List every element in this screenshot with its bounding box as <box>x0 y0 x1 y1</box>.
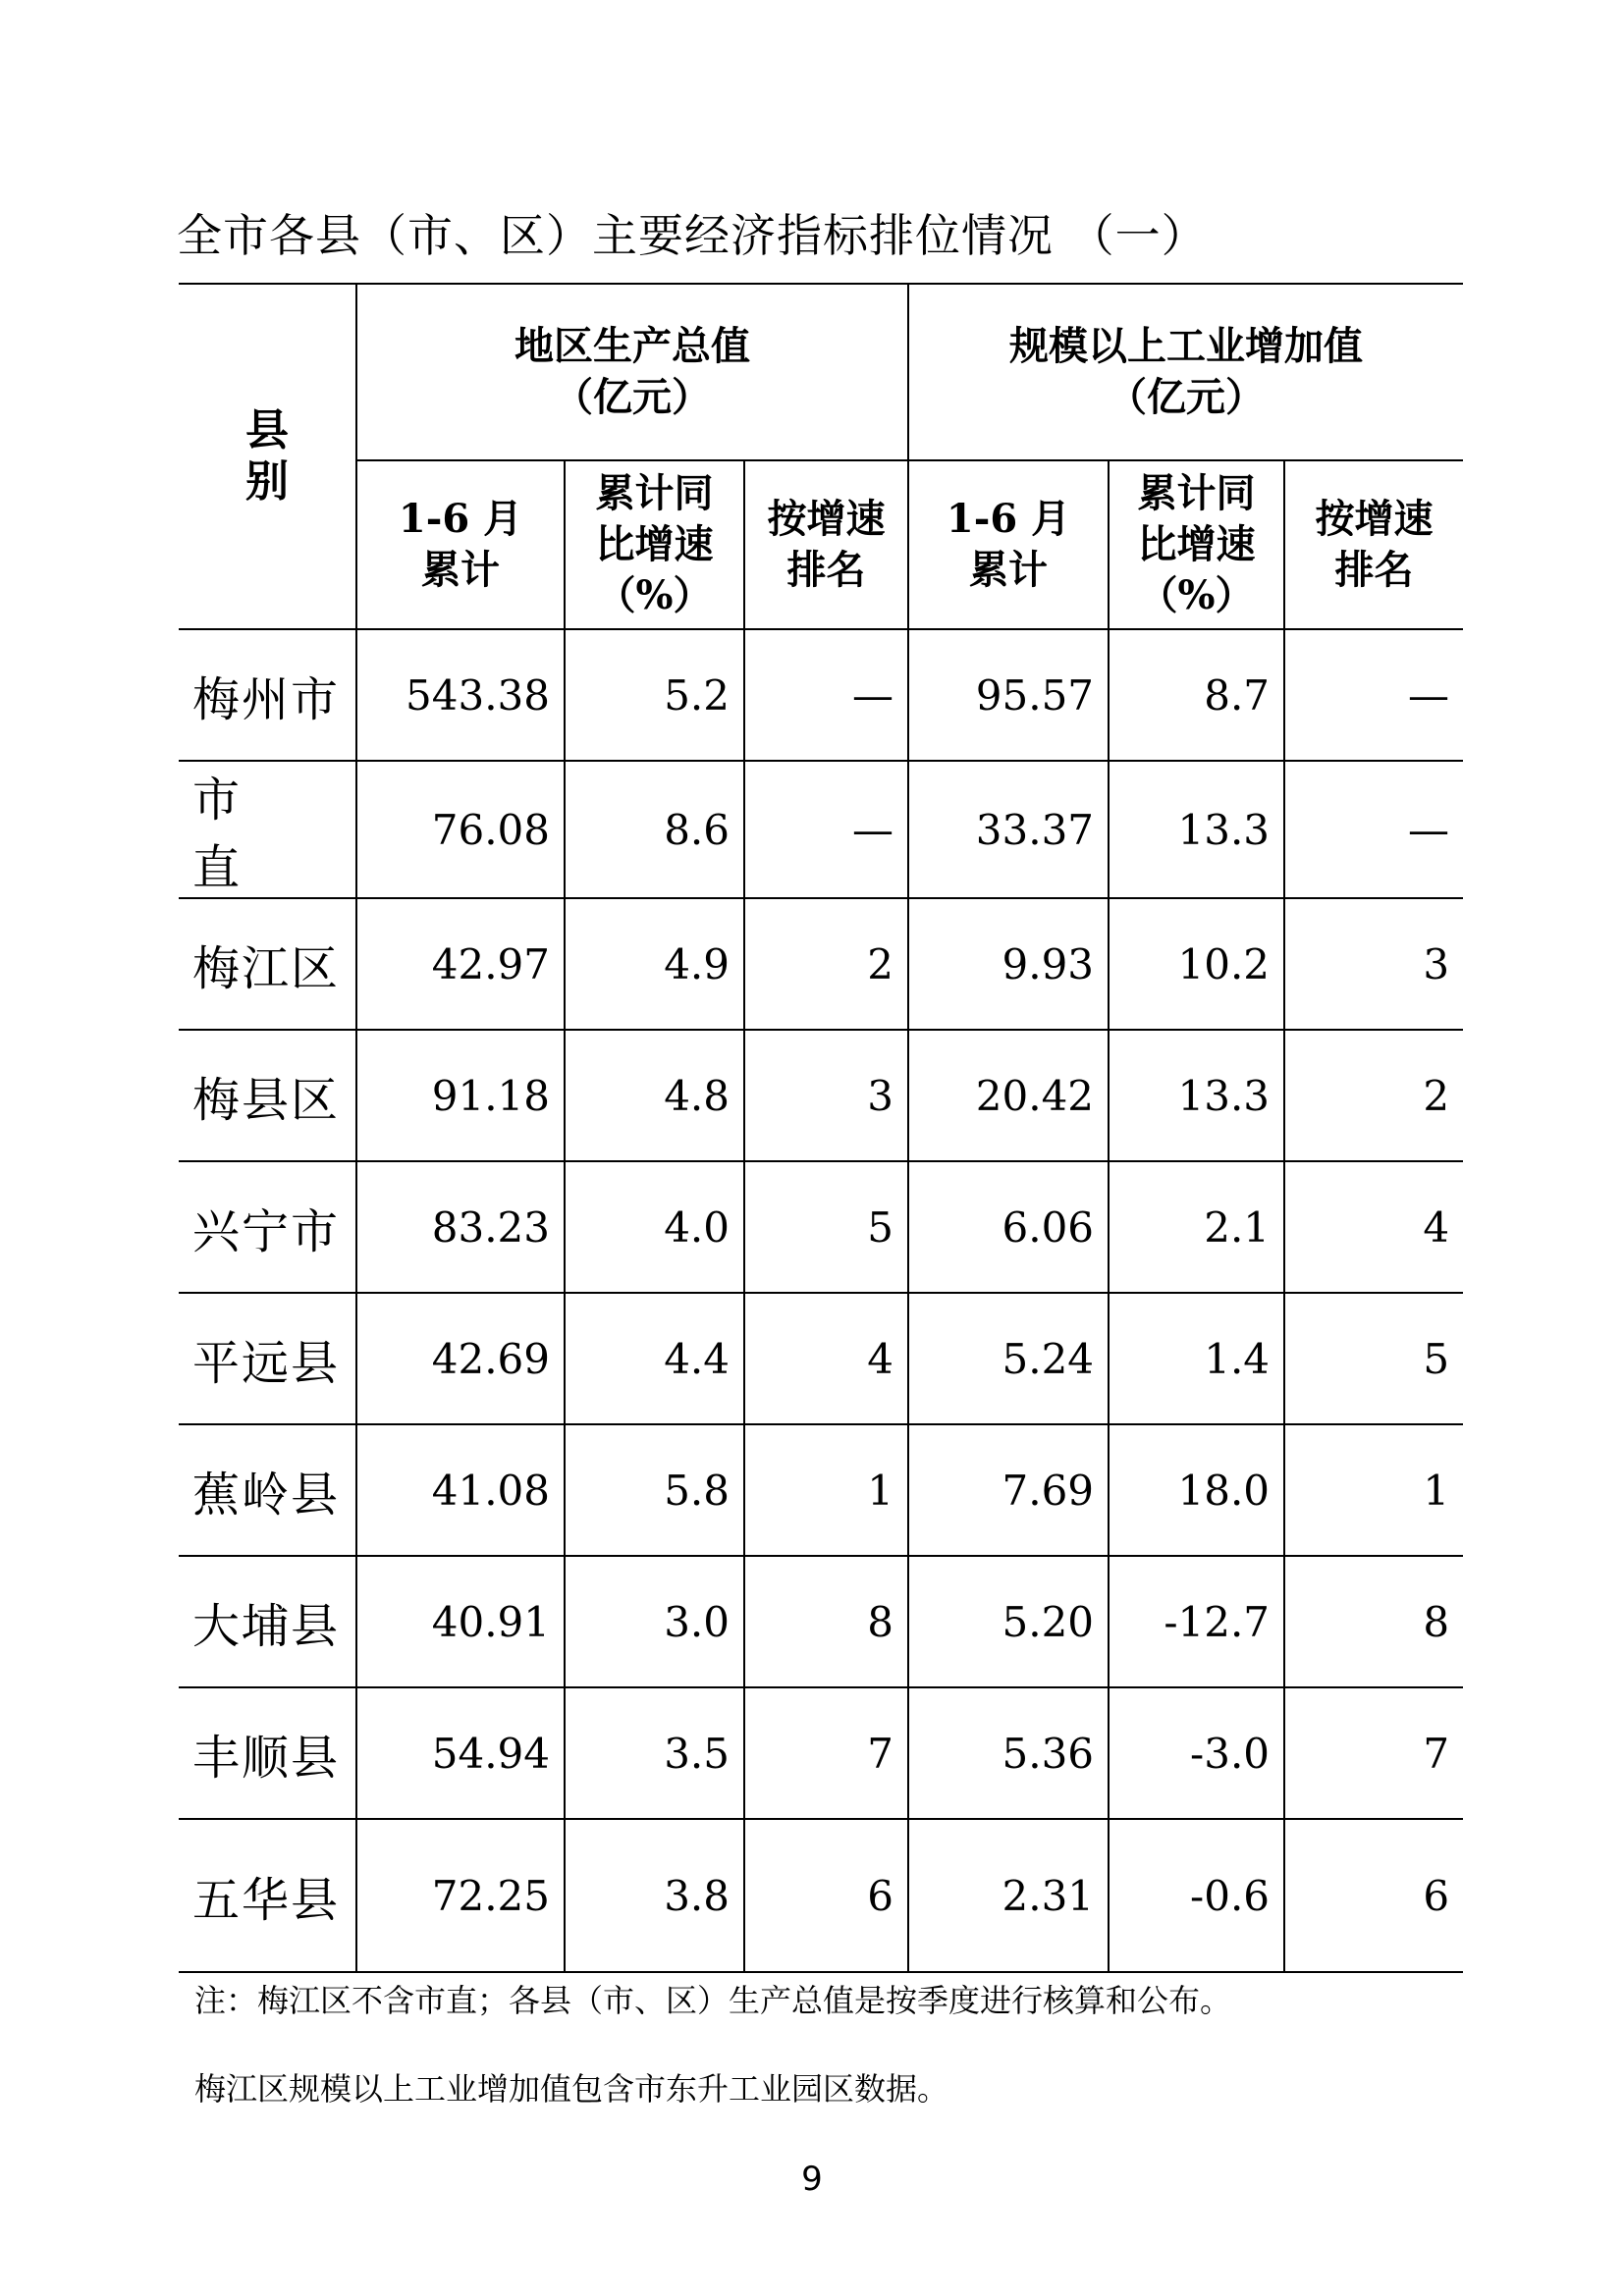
county-name: 蕉岭县 <box>179 1424 356 1556</box>
header-line: （%） <box>596 572 713 618</box>
gdp-cumulative: 41.08 <box>356 1424 565 1556</box>
county-name: 市直 <box>179 761 356 898</box>
gdp-rank: 3 <box>744 1030 908 1161</box>
industry-rank: 1 <box>1284 1424 1463 1556</box>
gdp-cumulative: 42.97 <box>356 898 565 1030</box>
gdp-cumulative-header <box>356 460 565 629</box>
gdp-cumulative: 54.94 <box>356 1687 565 1819</box>
industry-rank-header <box>1284 460 1463 629</box>
header-line: 排名 <box>1334 547 1414 593</box>
table-row <box>179 1424 1463 1556</box>
county-name: 丰顺县 <box>179 1687 356 1819</box>
county-name: 梅县区 <box>179 1030 356 1161</box>
header-line: 1-6 月 <box>398 496 523 542</box>
gdp-growth: 8.6 <box>565 761 744 898</box>
industry-cumulative: 6.06 <box>908 1161 1109 1293</box>
header-line: 1-6 月 <box>946 496 1071 542</box>
industry-rank: — <box>1284 761 1463 898</box>
gdp-cumulative: 91.18 <box>356 1030 565 1161</box>
industry-rank: 6 <box>1284 1819 1463 1972</box>
industry-cumulative: 5.20 <box>908 1556 1109 1687</box>
gdp-cumulative: 543.38 <box>356 629 565 761</box>
industry-rank: 5 <box>1284 1293 1463 1424</box>
table-row <box>179 1161 1463 1293</box>
industry-cumulative: 7.69 <box>908 1424 1109 1556</box>
county-column-header: 县 别 <box>179 284 356 629</box>
gdp-growth: 3.0 <box>565 1556 744 1687</box>
county-name: 大埔县 <box>179 1556 356 1687</box>
header-line: 比增速 <box>1137 521 1256 567</box>
industry-cumulative: 20.42 <box>908 1030 1109 1161</box>
gdp-growth: 5.2 <box>565 629 744 761</box>
page-title: 全市各县（市、区）主要经济指标排位情况 （一） <box>177 209 1208 262</box>
header-line: （%） <box>1138 572 1255 618</box>
county-name: 五华县 <box>179 1819 356 1972</box>
gdp-growth: 3.5 <box>565 1687 744 1819</box>
industry-growth: -0.6 <box>1109 1819 1284 1972</box>
gdp-rank: 1 <box>744 1424 908 1556</box>
header-line: 累计 <box>421 547 500 593</box>
industry-cumulative: 95.57 <box>908 629 1109 761</box>
table-row <box>179 1030 1463 1161</box>
industry-rank: 2 <box>1284 1030 1463 1161</box>
table-row <box>179 629 1463 761</box>
gdp-rank: 7 <box>744 1687 908 1819</box>
footnote-line-1: 注：梅江区不含市直；各县（市、区）生产总值是按季度进行核算和公布。 <box>194 1982 1232 2019</box>
industry-cumulative: 9.93 <box>908 898 1109 1030</box>
header-line: 比增速 <box>595 521 714 567</box>
gdp-growth: 4.0 <box>565 1161 744 1293</box>
gdp-growth: 5.8 <box>565 1424 744 1556</box>
gdp-cumulative: 42.69 <box>356 1293 565 1424</box>
indicator-table <box>179 283 1463 1973</box>
gdp-rank: 6 <box>744 1819 908 1972</box>
gdp-rank: — <box>744 761 908 898</box>
industry-growth-header <box>1109 460 1284 629</box>
gdp-rank: — <box>744 629 908 761</box>
industry-rank: — <box>1408 670 1450 720</box>
gdp-growth: 3.8 <box>565 1819 744 1972</box>
industry-growth: 8.7 <box>1109 629 1284 761</box>
industry-cumulative: 2.31 <box>908 1819 1109 1972</box>
gdp-group-title: 地区生产总值 <box>514 323 751 369</box>
header-line: 累计同 <box>1137 470 1256 516</box>
gdp-rank: 2 <box>744 898 908 1030</box>
gdp-cumulative: 83.23 <box>356 1161 565 1293</box>
header-line: 累计 <box>969 547 1049 593</box>
table-row <box>179 1687 1463 1819</box>
industry-cumulative: 5.36 <box>908 1687 1109 1819</box>
table-row <box>179 1556 1463 1687</box>
industry-cumulative: 5.24 <box>908 1293 1109 1424</box>
county-name: 兴宁市 <box>179 1161 356 1293</box>
page-number: 9 <box>801 2160 823 2199</box>
industry-growth: -12.7 <box>1109 1556 1284 1687</box>
gdp-growth: 4.9 <box>565 898 744 1030</box>
header-line: 累计同 <box>595 470 714 516</box>
gdp-group-unit: （亿元） <box>554 374 712 420</box>
industry-cumulative: 33.37 <box>908 761 1109 898</box>
gdp-rank: 5 <box>744 1161 908 1293</box>
industry-growth: 1.4 <box>1109 1293 1284 1424</box>
header-line: 排名 <box>786 547 866 593</box>
industry-growth: 10.2 <box>1109 898 1284 1030</box>
header-line: 按增速 <box>767 496 886 542</box>
gdp-cumulative: 76.08 <box>356 761 565 898</box>
industry-group-unit: （亿元） <box>1108 374 1266 420</box>
header-line: 按增速 <box>1315 496 1434 542</box>
table-row <box>179 898 1463 1030</box>
gdp-rank-header <box>744 460 908 629</box>
gdp-cumulative: 40.91 <box>356 1556 565 1687</box>
industry-rank: 8 <box>1284 1556 1463 1687</box>
industry-growth: 13.3 <box>1109 1030 1284 1161</box>
industry-growth: 13.3 <box>1109 761 1284 898</box>
table-row <box>179 761 1463 898</box>
industry-growth: 18.0 <box>1109 1424 1284 1556</box>
gdp-growth: 4.8 <box>565 1030 744 1161</box>
gdp-rank: 8 <box>744 1556 908 1687</box>
county-name: 平远县 <box>179 1293 356 1424</box>
gdp-growth: 4.4 <box>565 1293 744 1424</box>
footnote-line-2: 梅江区规模以上工业增加值包含市东升工业园区数据。 <box>194 2070 949 2108</box>
industry-rank: 3 <box>1284 898 1463 1030</box>
industry-rank: 7 <box>1284 1687 1463 1819</box>
industry-rank: 4 <box>1284 1161 1463 1293</box>
industry-cumulative-header <box>908 460 1109 629</box>
table-row <box>179 1819 1463 1972</box>
gdp-rank: 4 <box>744 1293 908 1424</box>
gdp-cumulative: 72.25 <box>356 1819 565 1972</box>
industry-growth: 2.1 <box>1109 1161 1284 1293</box>
industry-group-header <box>908 284 1463 460</box>
county-name: 梅州市 <box>179 629 356 761</box>
gdp-group-header <box>356 284 908 460</box>
gdp-growth-header <box>565 460 744 629</box>
industry-growth: -3.0 <box>1109 1687 1284 1819</box>
county-name: 梅江区 <box>179 898 356 1030</box>
table-row <box>179 1293 1463 1424</box>
industry-group-title: 规模以上工业增加值 <box>1009 323 1364 369</box>
